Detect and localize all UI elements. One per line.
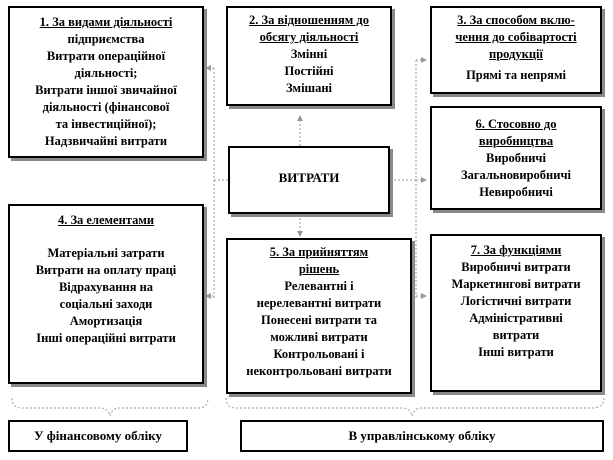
box1-item: діяльності (фінансової xyxy=(42,100,170,114)
box2-item: Постійні xyxy=(284,64,334,78)
box7-item: Логістичні витрати xyxy=(460,294,572,308)
box4-item: соціальні заходи xyxy=(59,297,153,311)
label-financial-accounting xyxy=(8,420,188,452)
box-by-decision-making xyxy=(226,238,412,394)
box-by-cost-inclusion xyxy=(430,6,602,94)
box5-item: Понесені витрати та xyxy=(260,313,378,327)
financial-label-text: У фінансовому обліку xyxy=(33,428,162,443)
box3-title-line3: продукції xyxy=(489,47,543,61)
box7-item: Виробничі витрати xyxy=(461,260,571,274)
brace-managerial xyxy=(226,398,604,416)
box1-item: Витрати операційної xyxy=(46,49,166,63)
label-managerial-accounting xyxy=(240,420,604,452)
box6-title-line1: 6. Стосовно до xyxy=(475,117,557,131)
box5-item: нерелевантні витрати xyxy=(256,296,382,310)
box3-item: Прямі та непрямі xyxy=(466,68,566,82)
managerial-label-text: В управлінському обліку xyxy=(348,428,496,443)
box6-item: Виробничі xyxy=(486,151,546,165)
box-by-activity-volume xyxy=(226,6,392,106)
box4-item: Амортизація xyxy=(69,314,143,328)
box7-title: 7. За функціями xyxy=(470,243,562,257)
center-costs-box xyxy=(228,146,390,214)
brace-financial xyxy=(12,398,208,416)
box5-item: можливі витрати xyxy=(270,330,368,344)
box2-item: Змішані xyxy=(285,81,333,95)
box1-item: та інвестиційної); xyxy=(55,117,157,131)
box7-item: Адміністративні xyxy=(469,311,563,325)
box5-item: Контрольовані і xyxy=(273,347,365,361)
box-relative-to-production xyxy=(430,106,602,210)
box1-item: діяльності; xyxy=(74,66,138,80)
box4-item: Матеріальні затрати xyxy=(47,246,165,260)
box2-title-line2: обсягу діяльності xyxy=(259,30,359,44)
box4-item: Інші операційні витрати xyxy=(36,331,176,345)
box7-item: Інші витрати xyxy=(478,345,554,359)
box3-title-line1: 3. За способом вклю- xyxy=(457,13,575,27)
center-title: ВИТРАТИ xyxy=(278,170,340,185)
box1-item: Витрати іншої звичайної xyxy=(35,83,177,97)
box4-item: Витрати на оплату праці xyxy=(35,263,177,277)
box4-title: 4. За елементами xyxy=(57,213,155,227)
box-by-activity-type xyxy=(8,6,204,158)
box5-title-line1: 5. За прийняттям xyxy=(269,245,369,259)
box2-item: Змінні xyxy=(290,47,328,61)
box3-title-line2: чення до собівартості xyxy=(455,30,577,44)
box4-item: Відрахування на xyxy=(58,280,154,294)
box-by-elements xyxy=(8,204,204,384)
box7-item: витрати xyxy=(492,328,540,342)
box1-title-line1: 1. За видами діяльності xyxy=(39,15,173,29)
box6-title-line2: виробництва xyxy=(478,134,554,148)
box2-title-line1: 2. За відношенням до xyxy=(249,13,369,27)
box1-title-line2: підприємства xyxy=(67,32,145,46)
box1-item: Надзвичайні витрати xyxy=(44,134,168,148)
box7-item: Маркетингові витрати xyxy=(451,277,581,291)
box5-item: неконтрольовані витрати xyxy=(246,364,392,378)
box6-item: Загальновиробничі xyxy=(461,168,571,182)
box5-title-line2: рішень xyxy=(298,262,340,276)
box5-item: Релевантні і xyxy=(284,279,354,293)
box6-item: Невиробничі xyxy=(479,185,553,199)
box-by-functions xyxy=(430,234,602,392)
